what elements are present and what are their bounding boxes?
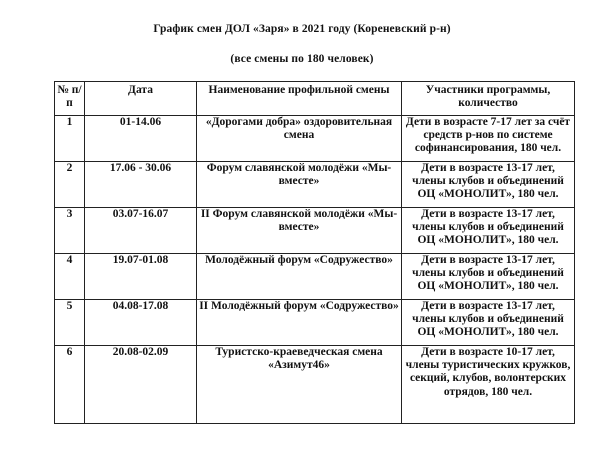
row-shift-name: Туристско-краеведческая смена «Азимут46»: [197, 346, 402, 424]
row-participants: Дети в возрасте 13-17 лет, члены клубов и объединений ОЦ «МОНОЛИТ», 180 чел.: [402, 254, 575, 300]
row-participants: Дети в возрасте 7-17 лет за счёт средств р-нов по системе софинансирования, 180 чел.: [402, 116, 575, 162]
schedule-table: [54, 81, 575, 424]
table-row: [55, 162, 575, 208]
row-shift-name: II Форум славянской молодёжи «Мы-вместе»: [197, 208, 402, 254]
row-date: 01-14.06: [85, 116, 197, 162]
header-date: Дата: [85, 82, 197, 116]
table-row: [55, 346, 575, 424]
row-participants: Дети в возрасте 13-17 лет, члены клубов и объединений ОЦ «МОНОЛИТ», 180 чел.: [402, 300, 575, 346]
row-number: 4: [55, 254, 85, 300]
header-name: Наименование профильной смены: [197, 82, 402, 116]
row-shift-name: Форум славянской молодёжи «Мы-вместе»: [197, 162, 402, 208]
page-subtitle: (все смены по 180 человек): [230, 53, 374, 65]
row-participants: Дети в возрасте 10-17 лет, члены туристических кружков, секций, клубов, волонтерских отрядов, 180 чел.: [402, 346, 575, 424]
table-header-row: [55, 82, 575, 116]
row-date: 19.07-01.08: [85, 254, 197, 300]
row-number: 2: [55, 162, 85, 208]
row-date: 20.08-02.09: [85, 346, 197, 424]
row-participants: Дети в возрасте 13-17 лет, члены клубов и объединений ОЦ «МОНОЛИТ», 180 чел.: [402, 208, 575, 254]
table-row: [55, 254, 575, 300]
page-title: График смен ДОЛ «Заря» в 2021 году (Кореневский р-н): [153, 23, 451, 35]
row-shift-name: «Дорогами добра» оздоровительная смена: [197, 116, 402, 162]
row-shift-name: Молодёжный форум «Содружество»: [197, 254, 402, 300]
row-number: 3: [55, 208, 85, 254]
row-participants: Дети в возрасте 13-17 лет, члены клубов и объединений ОЦ «МОНОЛИТ», 180 чел.: [402, 162, 575, 208]
row-number: 1: [55, 116, 85, 162]
table-row: [55, 208, 575, 254]
table-row: [55, 300, 575, 346]
header-number: № п/п: [55, 82, 85, 116]
row-number: 6: [55, 346, 85, 424]
header-participants: Участники программы, количество: [402, 82, 575, 116]
table-row: [55, 116, 575, 162]
row-date: 17.06 - 30.06: [85, 162, 197, 208]
row-date: 03.07-16.07: [85, 208, 197, 254]
row-number: 5: [55, 300, 85, 346]
row-date: 04.08-17.08: [85, 300, 197, 346]
row-shift-name: II Молодёжный форум «Содружество»: [197, 300, 402, 346]
